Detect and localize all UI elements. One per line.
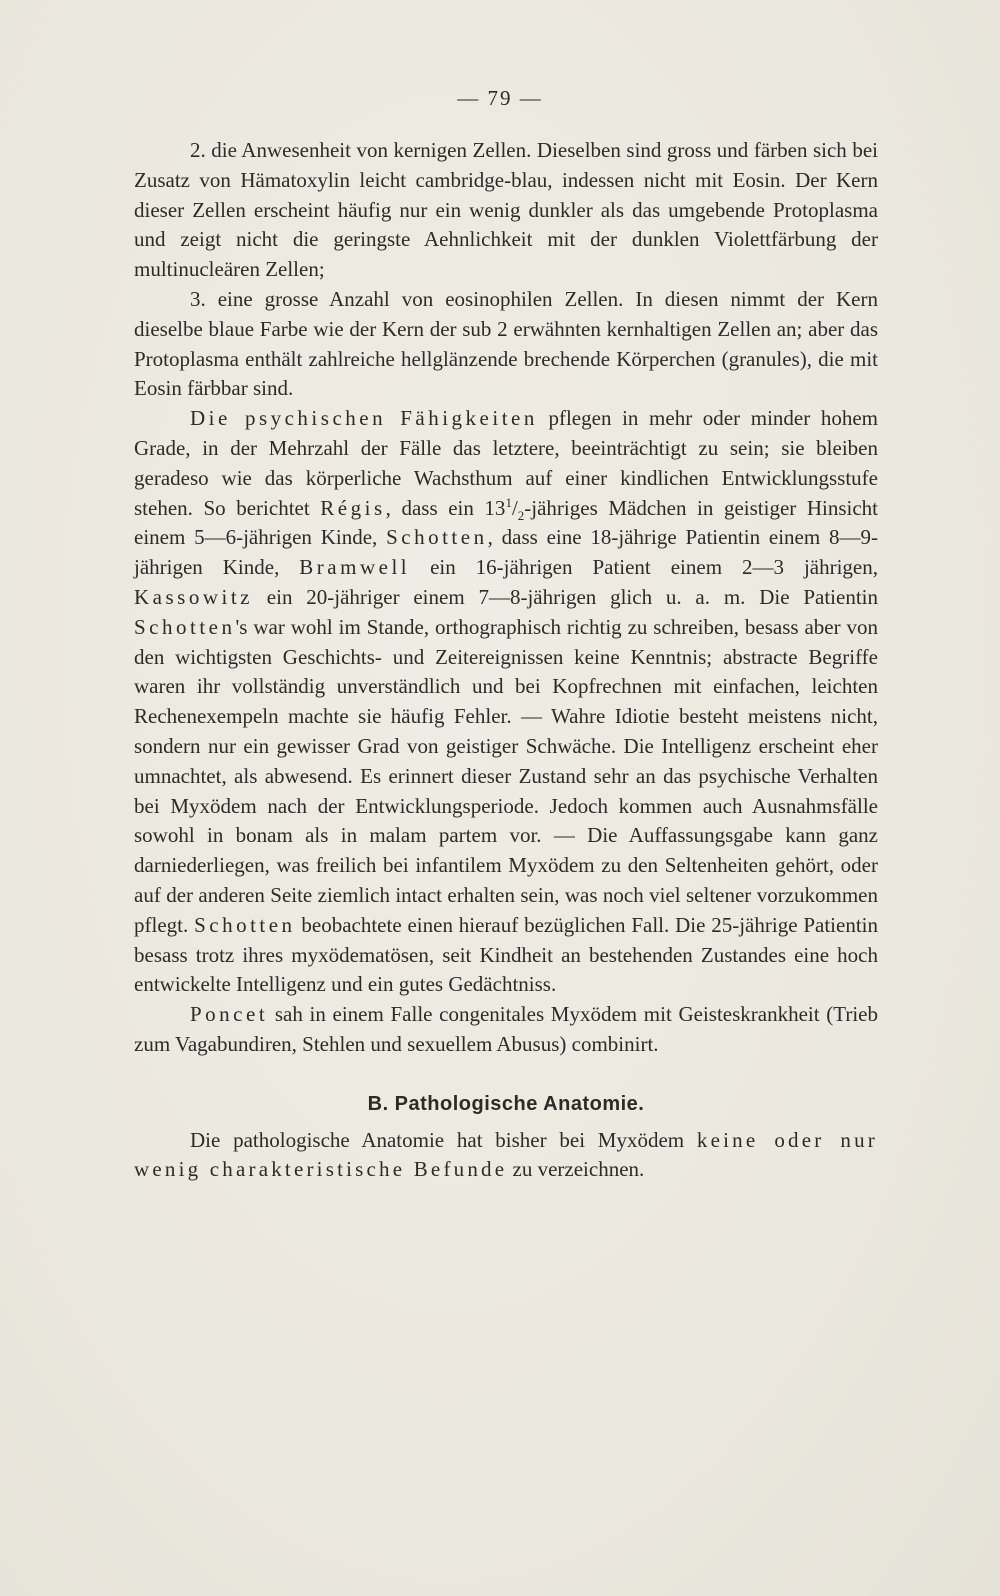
paragraph-eosinophile-zellen: 3. eine grosse Anzahl von eosinophilen Zellen. In diesen nimmt der Kern dieselbe blaue Farbe wie der Kern der sub 2 erwähnten kernhaltigen Zellen an; aber das Protoplasma enthält zahlreiche hellglänzende brechende Körperchen (granules), die mit Eosin färbbar sind.: [134, 286, 878, 401]
page-number: — 79 —: [457, 86, 543, 110]
section-heading: B. Pathologische Anatomie.: [367, 1092, 645, 1115]
author-schotten: Schotten: [386, 525, 488, 550]
author-schotten-2: Schotten: [194, 912, 296, 937]
paragraph-poncet: Poncet sah in einem Falle congenitales Myxödem mit Geisteskrankheit (Trieb zum Vagabundiren, Stehlen und sexuellem Abusus) combinirt.: [134, 1002, 878, 1056]
paragraph-kernige-zellen: 2. die Anwesenheit von kernigen Zellen. Dieselben sind gross und färben sich bei Zusatz von Hämatoxylin leicht cambridge-blau, indessen nicht mit Eosin. Der Kern dieser Zellen erscheint häufig nur ein wenig dunkler als das umgebende Protoplasma und zeigt nicht die geringste Aehnlichkeit mit der dunklen Violettfärbung der multinucleären Zellen;: [134, 138, 878, 282]
paragraph-psychische-faehigkeiten: Die psychischen Fähigkeiten pflegen in mehr oder minder hohem Grade, in der Mehrzahl der Fälle das letztere, beeinträchtigt zu sein; sie bleiben geradeso wie das körperliche Wachsthum auf einer kindlichen Entwicklungsstufe stehen. So berichtet Régis, dass ein $13^1/_2$-jähriges Mädchen in geistiger Hinsicht einem 5—6-jährigen Kinde, Schotten, dass eine 18-jährige Patientin einem 8—9-jährigen Kinde, Bramwell ein 16-jährigen Patient einem 2—3 jährigen, Kassowitz ein 20-jähriger einem 7—8-jährigen glich u. a. m. Die Patientin Schotten's war wohl im Stande, orthographisch richtig zu schreiben, besass aber von den wichtigsten Geschichts- und Zeitereignissen keine Kenntnis; abstracte Begriffe waren ihr vollständig unverständlich und bei Kopfrechnen mit einfachen, leichten Rechenexempeln machte sie häufig Fehler. — Wahre Idiotie besteht meistens nicht, sondern nur ein gewisser Grad von geistiger Schwäche. Die Intelligenz erscheint eher umnachtet, als abwesend. Es erinnert dieser Zustand sehr an das psychische Verhalten bei Myxödem nach der Entwicklungsperiode. Jedoch kommen auch Ausnahmsfälle sowohl in bonam als in malam partem vor. — Die Auffassungsgabe kann ganz darniederliegen, was freilich bei infantilem Myxödem zu den Seltenheiten gehört, oder auf der anderen Seite ziemlich intact erhalten sein, was noch viel seltener vorzukommen pflegt. Schotten beobachtete einen hierauf bezüglichen Fall. Die 25-jährige Patientin besass trotz ihres myxödematösen, seit Kindheit an bestehenden Zustandes eine hoch entwickelte Intelligenz und ein gutes Gedächtniss.: [134, 406, 879, 997]
author-schottens: Schotten: [134, 614, 236, 639]
author-poncet: Poncet: [190, 1002, 269, 1027]
author-bramwell: Bramwell: [299, 555, 411, 580]
author-kassowitz: Kassowitz: [134, 584, 253, 609]
emphasis-keine-befunde: keine oder nur wenig charakteristische Befunde: [134, 1127, 878, 1182]
body-text: [134, 136, 878, 1185]
author-regis: Régis: [320, 495, 386, 520]
paragraph-pathologische-anatomie: Die pathologische Anatomie hat bisher bei Myxödem keine oder nur wenig charakteristische Befunde zu verzeichnen.: [134, 1127, 878, 1182]
emphasis-psychische-faehigkeiten: Die psychischen Fähigkeiten: [190, 406, 538, 431]
